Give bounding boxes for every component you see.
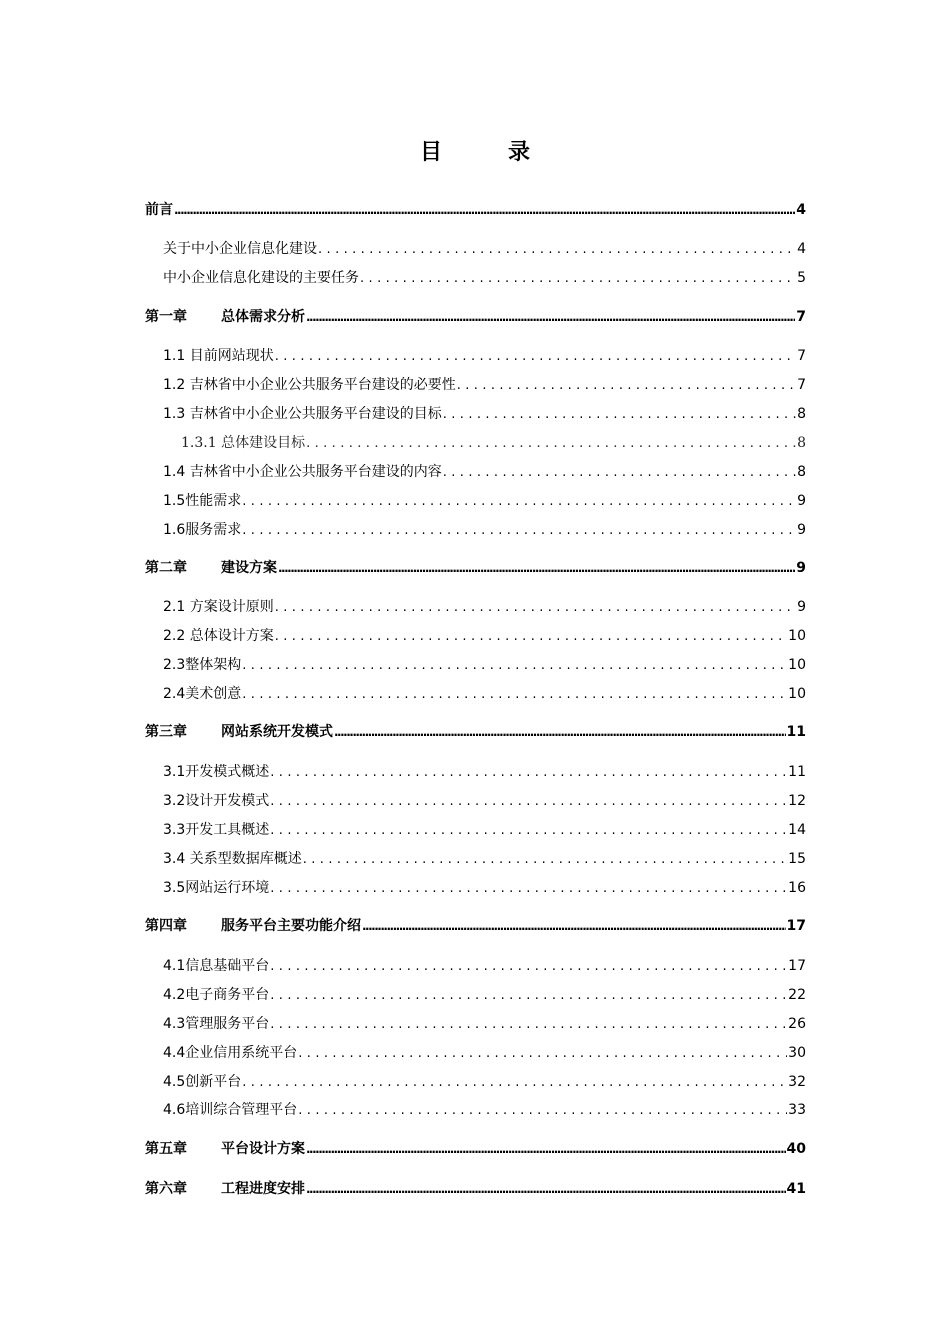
toc-entry-label: 中小企业信息化建设的主要任务 [163, 270, 359, 286]
toc-section-entry[interactable] [163, 1099, 806, 1121]
toc-page-number: 4 [796, 202, 806, 218]
toc-page-number: 10 [788, 686, 806, 702]
toc-dot-leader [242, 520, 796, 542]
toc-chapter-entry[interactable] [145, 306, 806, 328]
toc-entry-label: 3.5网站运行环境 [163, 880, 270, 896]
toc-dot-leader [242, 491, 796, 513]
toc-section-entry[interactable] [163, 490, 806, 512]
toc-entry-label: 3.4 关系型数据库概述 [163, 851, 302, 867]
toc-chapter-title: 建设方案 [221, 560, 277, 576]
toc-page-number: 41 [786, 1181, 806, 1197]
toc-section-entry[interactable] [163, 519, 806, 541]
toc-entry-label: 1.5性能需求 [163, 493, 242, 509]
toc-chapter-entry[interactable] [145, 915, 806, 937]
toc-chapter-number: 第二章 [145, 560, 187, 576]
toc-page-number: 17 [786, 918, 806, 934]
toc-entry-label: 3.3开发工具概述 [163, 822, 270, 838]
toc-entry-label: 2.3整体架构 [163, 657, 242, 673]
toc-section-entry[interactable] [163, 683, 806, 705]
toc-section-entry[interactable] [163, 625, 806, 647]
toc-page-number: 9 [797, 599, 806, 615]
toc-chapter-entry[interactable] [145, 1178, 806, 1200]
toc-entry-label: 4.5创新平台 [163, 1074, 242, 1090]
toc-entry-label [145, 1178, 305, 1200]
toc-page-number: 26 [788, 1016, 806, 1032]
toc-section-entry[interactable] [163, 848, 806, 870]
toc-page-number: 14 [788, 822, 806, 838]
page-title: 目 录 [419, 140, 552, 165]
toc-section-entry[interactable] [163, 345, 806, 367]
toc-entry-label: 1.3 吉林省中小企业公共服务平台建设的目标 [163, 406, 442, 422]
toc-chapter-title: 平台设计方案 [221, 1141, 305, 1157]
toc-entry-label [145, 557, 277, 579]
toc-page-number: 17 [788, 958, 806, 974]
toc-chapter-number: 第一章 [145, 309, 187, 325]
toc-dot-leader [270, 820, 787, 842]
toc-entry-label: 1.3.1 总体建设目标 [181, 435, 306, 451]
toc-entry-label [145, 1138, 305, 1160]
toc-page-number: 22 [788, 987, 806, 1003]
toc-entry-label [145, 915, 361, 937]
toc-dot-leader [306, 1178, 786, 1200]
toc-entry-label: 2.4美术创意 [163, 686, 242, 702]
toc-page-number: 9 [797, 522, 806, 538]
toc-dot-leader [275, 597, 796, 619]
toc-dot-leader [270, 1014, 787, 1036]
toc-chapter-entry[interactable] [145, 199, 806, 221]
toc-page-number: 8 [797, 435, 806, 451]
toc-dot-leader [457, 375, 796, 397]
toc-section-entry[interactable] [163, 654, 806, 676]
toc-chapter-title: 服务平台主要功能介绍 [221, 918, 361, 934]
toc-section-entry[interactable] [163, 984, 806, 1006]
toc-chapter-title: 总体需求分析 [221, 309, 305, 325]
toc-page-number: 7 [797, 377, 806, 393]
toc-section-entry[interactable] [163, 596, 806, 618]
toc-dot-leader [306, 306, 795, 328]
toc-dot-leader [275, 346, 796, 368]
toc-section-entry[interactable] [163, 761, 806, 783]
toc-dot-leader [303, 849, 787, 871]
toc-entry-label [145, 306, 305, 328]
toc-dot-leader [270, 985, 787, 1007]
toc-dot-leader [306, 433, 796, 455]
toc-dot-leader [270, 878, 787, 900]
toc-entry-label: 4.1信息基础平台 [163, 958, 270, 974]
toc-page-number: 5 [797, 270, 806, 286]
toc-page-number: 30 [788, 1045, 806, 1061]
toc-chapter-number: 第五章 [145, 1141, 187, 1157]
toc-page-number: 40 [786, 1141, 806, 1157]
toc-section-entry[interactable] [163, 1042, 806, 1064]
toc-page-number: 9 [797, 493, 806, 509]
toc-dot-leader [278, 557, 795, 579]
toc-dot-leader [270, 762, 787, 784]
toc-chapter-title: 网站系统开发模式 [221, 724, 333, 740]
toc-page-number: 8 [797, 406, 806, 422]
toc-entry-label: 4.2电子商务平台 [163, 987, 270, 1003]
toc-page-number: 9 [796, 560, 806, 576]
toc-section-entry[interactable] [163, 267, 806, 289]
toc-chapter-entry[interactable] [145, 557, 806, 579]
toc-entry-label: 4.6培训综合管理平台 [163, 1102, 298, 1118]
toc-entry-label: 1.6服务需求 [163, 522, 242, 538]
toc-dot-leader [360, 268, 796, 290]
toc-page-number: 11 [788, 764, 806, 780]
toc-dot-leader [318, 239, 796, 261]
toc-section-entry[interactable] [163, 1071, 806, 1093]
toc-entry-label: 1.4 吉林省中小企业公共服务平台建设的内容 [163, 464, 442, 480]
toc-dot-leader [334, 721, 786, 743]
toc-dot-leader [306, 1138, 786, 1160]
toc-entry-label: 3.2设计开发模式 [163, 793, 270, 809]
toc-chapter-number: 第四章 [145, 918, 187, 934]
toc-entry-label: 4.3管理服务平台 [163, 1016, 270, 1032]
toc-section-entry[interactable] [163, 790, 806, 812]
toc-dot-leader [242, 684, 787, 706]
toc-chapter-title: 工程进度安排 [221, 1181, 305, 1197]
toc-entry-label: 2.2 总体设计方案 [163, 628, 274, 644]
toc-dot-leader [443, 404, 796, 426]
toc-dot-leader [298, 1043, 787, 1065]
toc-section-entry[interactable] [163, 403, 806, 425]
toc-page-number: 4 [797, 241, 806, 257]
toc-dot-leader [242, 655, 787, 677]
toc-section-entry[interactable] [163, 1013, 806, 1035]
toc-page-number: 10 [788, 657, 806, 673]
toc-entry-label: 4.4企业信用系统平台 [163, 1045, 298, 1061]
toc-section-entry[interactable] [163, 955, 806, 977]
toc-entry-label: 关于中小企业信息化建设 [163, 241, 317, 257]
toc-page-number: 15 [788, 851, 806, 867]
toc-entry-label: 1.2 吉林省中小企业公共服务平台建设的必要性 [163, 377, 456, 393]
toc-section-entry[interactable] [181, 432, 806, 454]
toc-dot-leader [443, 462, 796, 484]
toc-section-entry[interactable] [163, 374, 806, 396]
toc-section-entry[interactable] [163, 461, 806, 483]
toc-entry-label [145, 721, 333, 743]
toc-page-number: 16 [788, 880, 806, 896]
toc-dot-leader [362, 915, 786, 937]
toc-section-entry[interactable] [163, 877, 806, 899]
toc-page-number: 10 [788, 628, 806, 644]
toc-chapter-entry[interactable] [145, 1138, 806, 1160]
toc-page-number: 32 [788, 1074, 806, 1090]
toc-chapter-number: 第六章 [145, 1181, 187, 1197]
toc-page-number: 8 [797, 464, 806, 480]
toc-dot-leader [242, 1072, 787, 1094]
toc-chapter-entry[interactable] [145, 721, 806, 743]
toc-chapter-number: 第三章 [145, 724, 187, 740]
toc-page-number: 12 [788, 793, 806, 809]
toc-section-entry[interactable] [163, 238, 806, 260]
toc-page-number: 33 [788, 1102, 806, 1118]
toc-dot-leader [270, 791, 787, 813]
toc-entry-label: 2.1 方案设计原则 [163, 599, 274, 615]
toc-entry-label: 前言 [145, 202, 173, 218]
toc-page-number: 7 [796, 309, 806, 325]
toc-page-number: 7 [797, 348, 806, 364]
toc-entry-label: 3.1开发模式概述 [163, 764, 270, 780]
toc-dot-leader [174, 199, 795, 221]
toc-entry-label: 1.1 目前网站现状 [163, 348, 274, 364]
toc-dot-leader [270, 956, 787, 978]
toc-dot-leader [298, 1100, 787, 1122]
toc-dot-leader [275, 626, 787, 648]
toc-section-entry[interactable] [163, 819, 806, 841]
toc-page-number: 11 [786, 724, 806, 740]
